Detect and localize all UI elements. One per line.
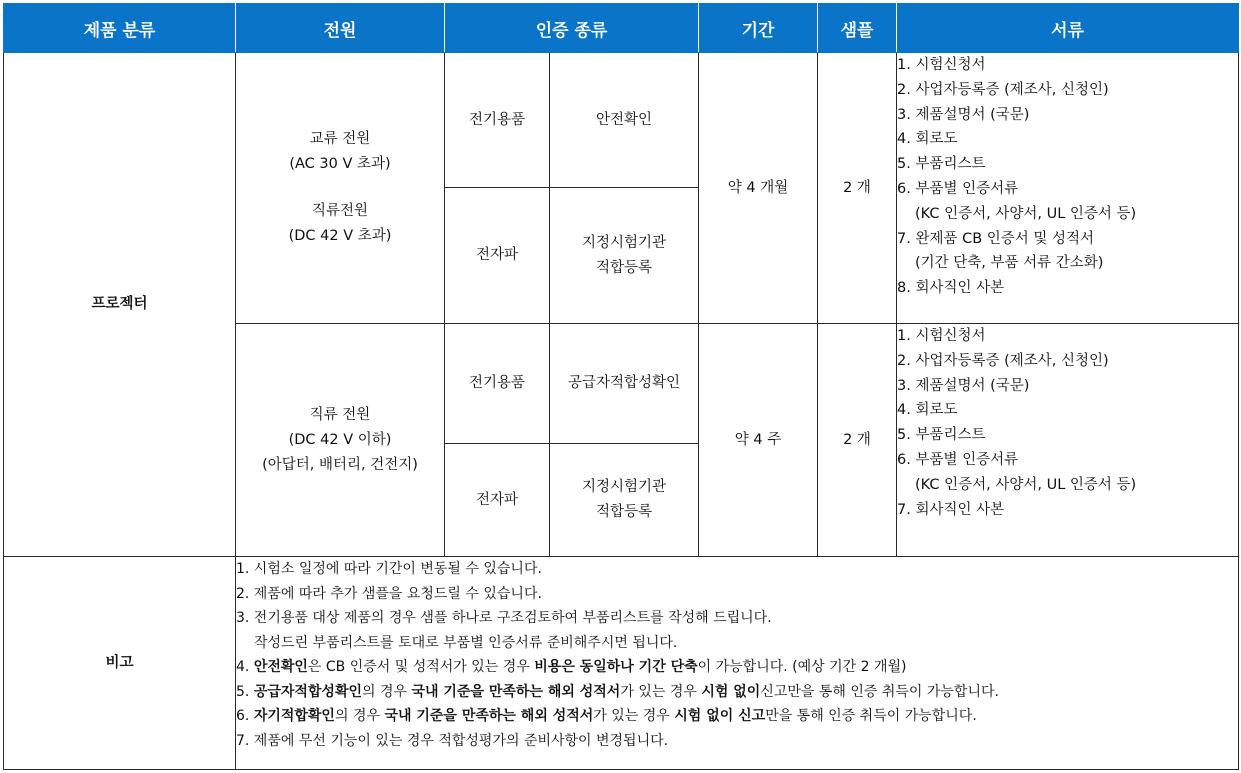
power-low-line3: (아답터, 배터리, 건전지) xyxy=(262,456,418,473)
certification-table xyxy=(3,3,1239,770)
documents-list xyxy=(897,324,1239,557)
header-documents: 서류 xyxy=(897,4,1239,53)
cert-name-line1: 지정시험기관 xyxy=(581,479,667,495)
remark-item: 5. 공급자적합성확인의 경우 국내 기준을 만족하는 해외 성적서가 있는 경우 시험 없이신고만을 통해 인증 취득이 가능합니다. xyxy=(236,683,999,700)
cert-name-line2: 적합등록 xyxy=(595,504,653,520)
power-high-line3: 직류전원 xyxy=(311,203,369,219)
cert-name-cell xyxy=(550,444,699,557)
cert-name-line1: 지정시험기관 xyxy=(581,234,667,251)
header-sample: 샘플 xyxy=(818,4,897,53)
cert-name-cell: 안전확인 xyxy=(550,53,699,188)
doc-item: 1. 시험신청서 xyxy=(897,57,986,73)
remarks-list xyxy=(236,557,1239,770)
doc-item: 4. 회로도 xyxy=(897,402,958,419)
remark-item: 4. 안전확인은 CB 인증서 및 성적서가 있는 경우 비용은 동일하나 기간 단축이 가능합니다. (예상 기간 2 개월) xyxy=(236,659,907,675)
cert-category-cell: 전기용품 xyxy=(445,324,550,444)
doc-item: 7. 회사직인 사본 xyxy=(897,501,1005,518)
power-high-line4: (DC 42 V 초과) xyxy=(288,228,392,244)
doc-item: (KC 인증서, 사양서, UL 인증서 등) xyxy=(915,205,1137,222)
cert-name-cell xyxy=(550,188,699,324)
table-row xyxy=(4,53,1239,188)
remarks-row xyxy=(4,557,1239,770)
header-period: 기간 xyxy=(699,4,818,53)
doc-item: 1. 시험신청서 xyxy=(897,328,986,344)
doc-item: 2. 사업자등록증 (제조사, 신청인) xyxy=(897,81,1109,98)
doc-item: 6. 부품별 인증서류 xyxy=(897,180,1019,197)
power-high-line2: (AC 30 V 초과) xyxy=(289,156,391,172)
remark-item: 3. 전기용품 대상 제품의 경우 샘플 하나로 구조검토하여 부품리스트를 작성해 드립니다. xyxy=(236,610,772,626)
sample-cell: 2 개 xyxy=(818,324,897,557)
remark-item: 1. 시험소 일정에 따라 기간이 변동될 수 있습니다. xyxy=(236,561,542,577)
doc-item: 5. 부품리스트 xyxy=(897,156,986,173)
remark-item: 작성드린 부품리스트를 토대로 부품별 인증서류 준비해주시면 됩니다. xyxy=(254,634,678,651)
header-cert-type: 인증 종류 xyxy=(445,4,699,53)
header-row xyxy=(4,4,1239,53)
doc-item: 8. 회사직인 사본 xyxy=(897,280,1005,297)
period-cell: 약 4 개월 xyxy=(699,53,818,324)
period-cell: 약 4 주 xyxy=(699,324,818,557)
doc-item: 6. 부품별 인증서류 xyxy=(897,451,1019,468)
cert-name-line2: 적합등록 xyxy=(595,259,653,276)
documents-list xyxy=(897,53,1239,324)
power-high-line1: 교류 전원 xyxy=(309,131,371,147)
sample-cell: 2 개 xyxy=(818,53,897,324)
doc-item: 7. 완제품 CB 인증서 및 성적서 xyxy=(897,230,1095,247)
header-power: 전원 xyxy=(236,4,445,53)
power-low-line1: 직류 전원 xyxy=(309,406,371,423)
doc-item: 3. 제품설명서 (국문) xyxy=(897,377,1030,394)
cert-category-cell: 전자파 xyxy=(445,444,550,557)
header-product-category: 제품 분류 xyxy=(4,4,236,53)
product-category-cell: 프로젝터 xyxy=(4,53,236,557)
doc-item: 3. 제품설명서 (국문) xyxy=(897,106,1030,123)
doc-item: 2. 사업자등록증 (제조사, 신청인) xyxy=(897,352,1109,369)
remarks-label: 비고 xyxy=(4,557,236,770)
remark-item: 6. 자기적합확인의 경우 국내 기준을 만족하는 해외 성적서가 있는 경우 시험 없이 신고만을 통해 인증 취득이 가능합니다. xyxy=(236,708,977,724)
power-low-line2: (DC 42 V 이하) xyxy=(288,431,392,448)
cert-category-cell: 전자파 xyxy=(445,188,550,324)
power-low-cell xyxy=(236,324,445,557)
remark-item: 7. 제품에 무선 기능이 있는 경우 적합성평가의 준비사항이 변경됩니다. xyxy=(236,732,669,749)
remark-item: 2. 제품에 따라 추가 샘플을 요청드릴 수 있습니다. xyxy=(236,585,542,602)
cert-name-cell: 공급자적합성확인 xyxy=(550,324,699,444)
doc-item: 5. 부품리스트 xyxy=(897,427,986,444)
doc-item: (KC 인증서, 사양서, UL 인증서 등) xyxy=(915,476,1137,493)
cert-category-cell: 전기용품 xyxy=(445,53,550,188)
power-high-cell xyxy=(236,53,445,324)
doc-item: (기간 단축, 부품 서류 간소화) xyxy=(915,255,1104,272)
doc-item: 4. 회로도 xyxy=(897,131,958,148)
